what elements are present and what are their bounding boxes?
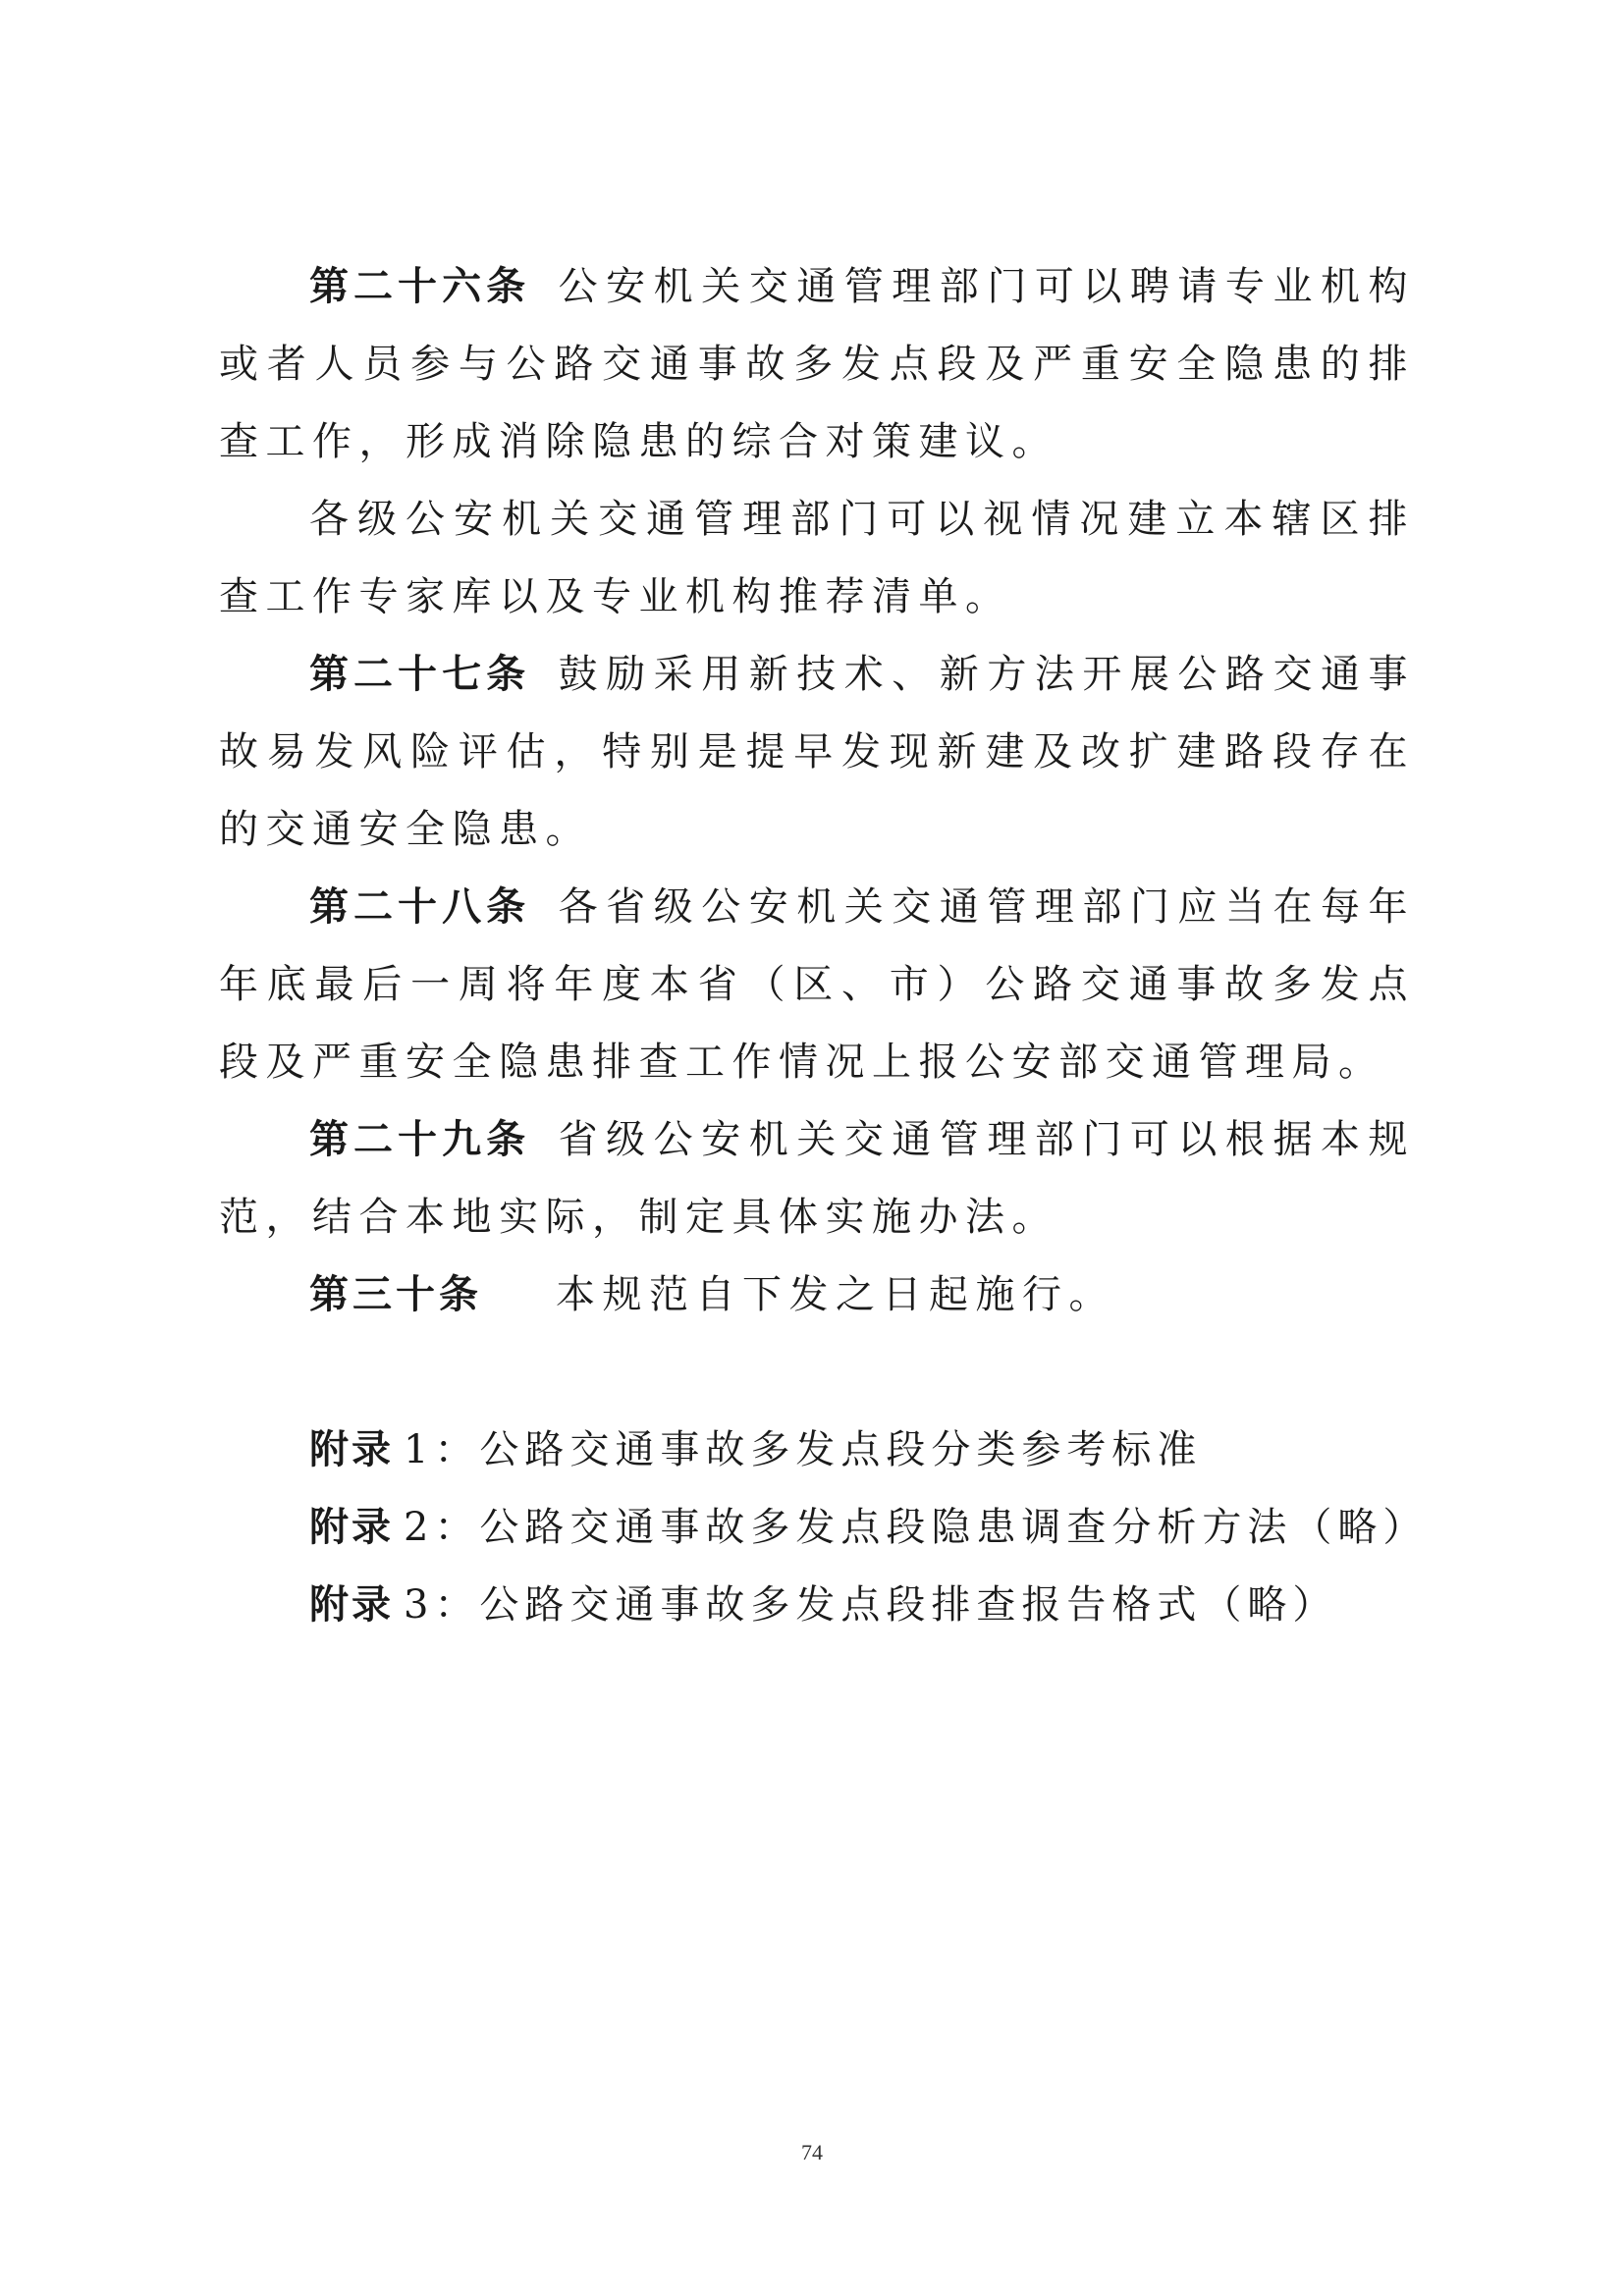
article-29 (219, 1101, 1415, 1256)
article-text: 本规范自下发之日起施行。 (556, 1272, 1115, 1317)
article-26 (219, 248, 1415, 481)
article-heading: 第二十六条 (309, 264, 531, 309)
article-heading: 第二十七条 (309, 652, 531, 697)
appendix-number: 1 (403, 1427, 435, 1472)
article-text: 鼓励采用新技术、新方法开展公路交通事故易发风险评估，特别是提早发现新建及改扩建路段存在的交通安全隐患。 (219, 652, 1416, 852)
article-heading: 第二十八条 (309, 884, 531, 930)
article-30 (219, 1256, 1415, 1334)
article-text: 公安机关交通管理部门可以聘请专业机构或者人员参与公路交通事故多发点段及严重安全隐患的排查工作，形成消除隐患的综合对策建议。 (219, 264, 1416, 464)
appendix-number: 3 (403, 1582, 435, 1628)
article-27 (219, 636, 1415, 869)
appendix-title: ：公路交通事故多发点段分类参考标准 (434, 1427, 1203, 1472)
article-text: 各省级公安机关交通管理部门应当在每年年底最后一周将年度本省（区、市）公路交通事故多发点段及严重安全隐患排查工作情况上报公安部交通管理局。 (219, 884, 1416, 1085)
section-spacer (219, 1334, 1415, 1412)
document-body (219, 248, 1429, 1644)
appendix-2 (219, 1489, 1429, 1567)
appendix-number: 2 (403, 1505, 435, 1550)
page-number: 74 (801, 2140, 823, 2164)
article-text: 各级公安机关交通管理部门可以视情况建立本辖区排查工作专家库以及专业机构推荐清单。 (219, 497, 1415, 619)
appendix-1 (219, 1412, 1415, 1489)
article-28 (219, 869, 1415, 1101)
appendix-title: ：公路交通事故多发点段隐患调查分析方法（略） (434, 1505, 1429, 1550)
appendix-label: 附录 (309, 1582, 394, 1628)
article-26-paragraph-2 (219, 481, 1415, 636)
appendix-label: 附录 (309, 1427, 394, 1472)
article-heading: 第二十九条 (309, 1117, 531, 1162)
article-text: 省级公安机关交通管理部门可以根据本规范，结合本地实际，制定具体实施办法。 (219, 1117, 1416, 1240)
appendix-3 (219, 1567, 1415, 1644)
appendix-title: ：公路交通事故多发点段排查报告格式（略） (434, 1582, 1338, 1628)
appendix-label: 附录 (309, 1505, 394, 1550)
article-heading: 第三十条 (309, 1272, 482, 1317)
